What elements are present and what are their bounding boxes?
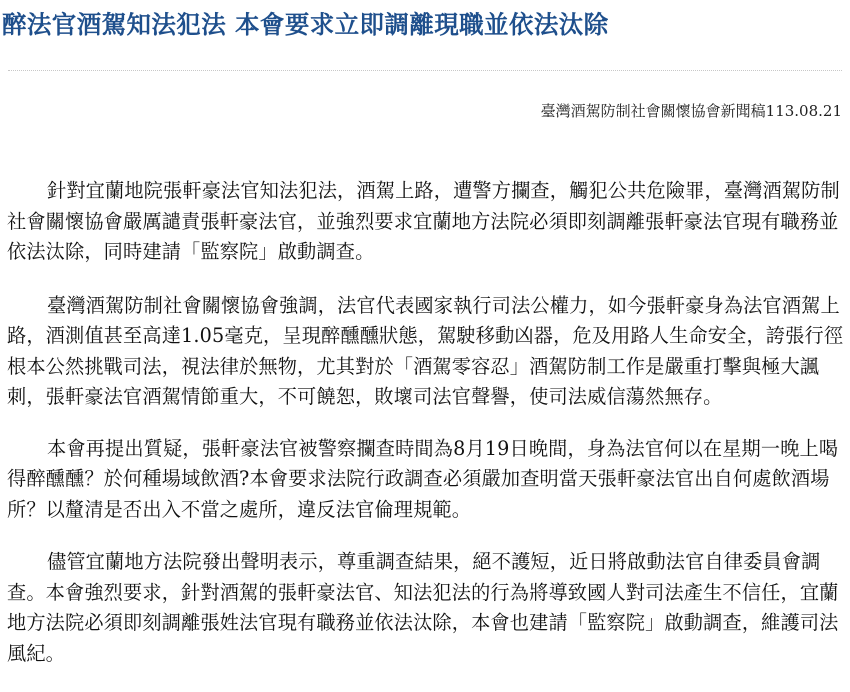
article-paragraph-4: 儘管宜蘭地方法院發出聲明表示，尊重調查結果，絕不護短，近日將啟動法官自律委員會調查。本會強烈要求，針對酒駕的張軒豪法官、知法犯法的行為將導致國人對司法產生不信任，宜蘭地方法院必須即刻調離張姓法官現有職務並依法汰除，本會也建請「監察院」啟動調查，維護司法風紀。 — [7, 550, 839, 665]
title-divider — [8, 70, 842, 71]
article-paragraph-1: 針對宜蘭地院張軒豪法官知法犯法，酒駕上路，遭警方攔查，觸犯公共危險罪，臺灣酒駕防制社會關懷協會嚴厲譴責張軒豪法官，並強烈要求宜蘭地方法院必須即刻調離張軒豪法官現有職務並依法汰除，同時建請「監察院」啟動調查。 — [7, 179, 840, 263]
article-paragraph-2: 臺灣酒駕防制社會關懷協會強調，法官代表國家執行司法公權力，如今張軒豪身為法官酒駕上路，酒測值甚至高達1.05毫克，呈現醉醺醺狀態，駕駛移動凶器，危及用路人生命安全，誇張行徑根本公然挑戰司法，視法律於無物，尤其對於「酒駕零容忍」酒駕防制工作是嚴重打擊與極大諷刺，張軒豪法官酒駕情節重大，不可饒恕，敗壞司法官聲譽，使司法威信蕩然無存。 — [7, 293, 844, 408]
article-body — [7, 176, 845, 692]
article-paragraph-3: 本會再提出質疑，張軒豪法官被警察攔查時間為8月19日晚間，身為法官何以在星期一晚上喝得醉醺醺？於何種場域飲酒?本會要求法院行政調查必須嚴加查明當天張軒豪法官出自何處飲酒場所？以釐清是否出入不當之處所，違反法官倫理規範。 — [7, 436, 839, 521]
page-title: 醉法官酒駕知法犯法 本會要求立即調離現職並依法汰除 — [2, 10, 609, 39]
press-release-source: 臺灣酒駕防制社會關懷協會新聞稿113.08.21 — [540, 102, 842, 120]
